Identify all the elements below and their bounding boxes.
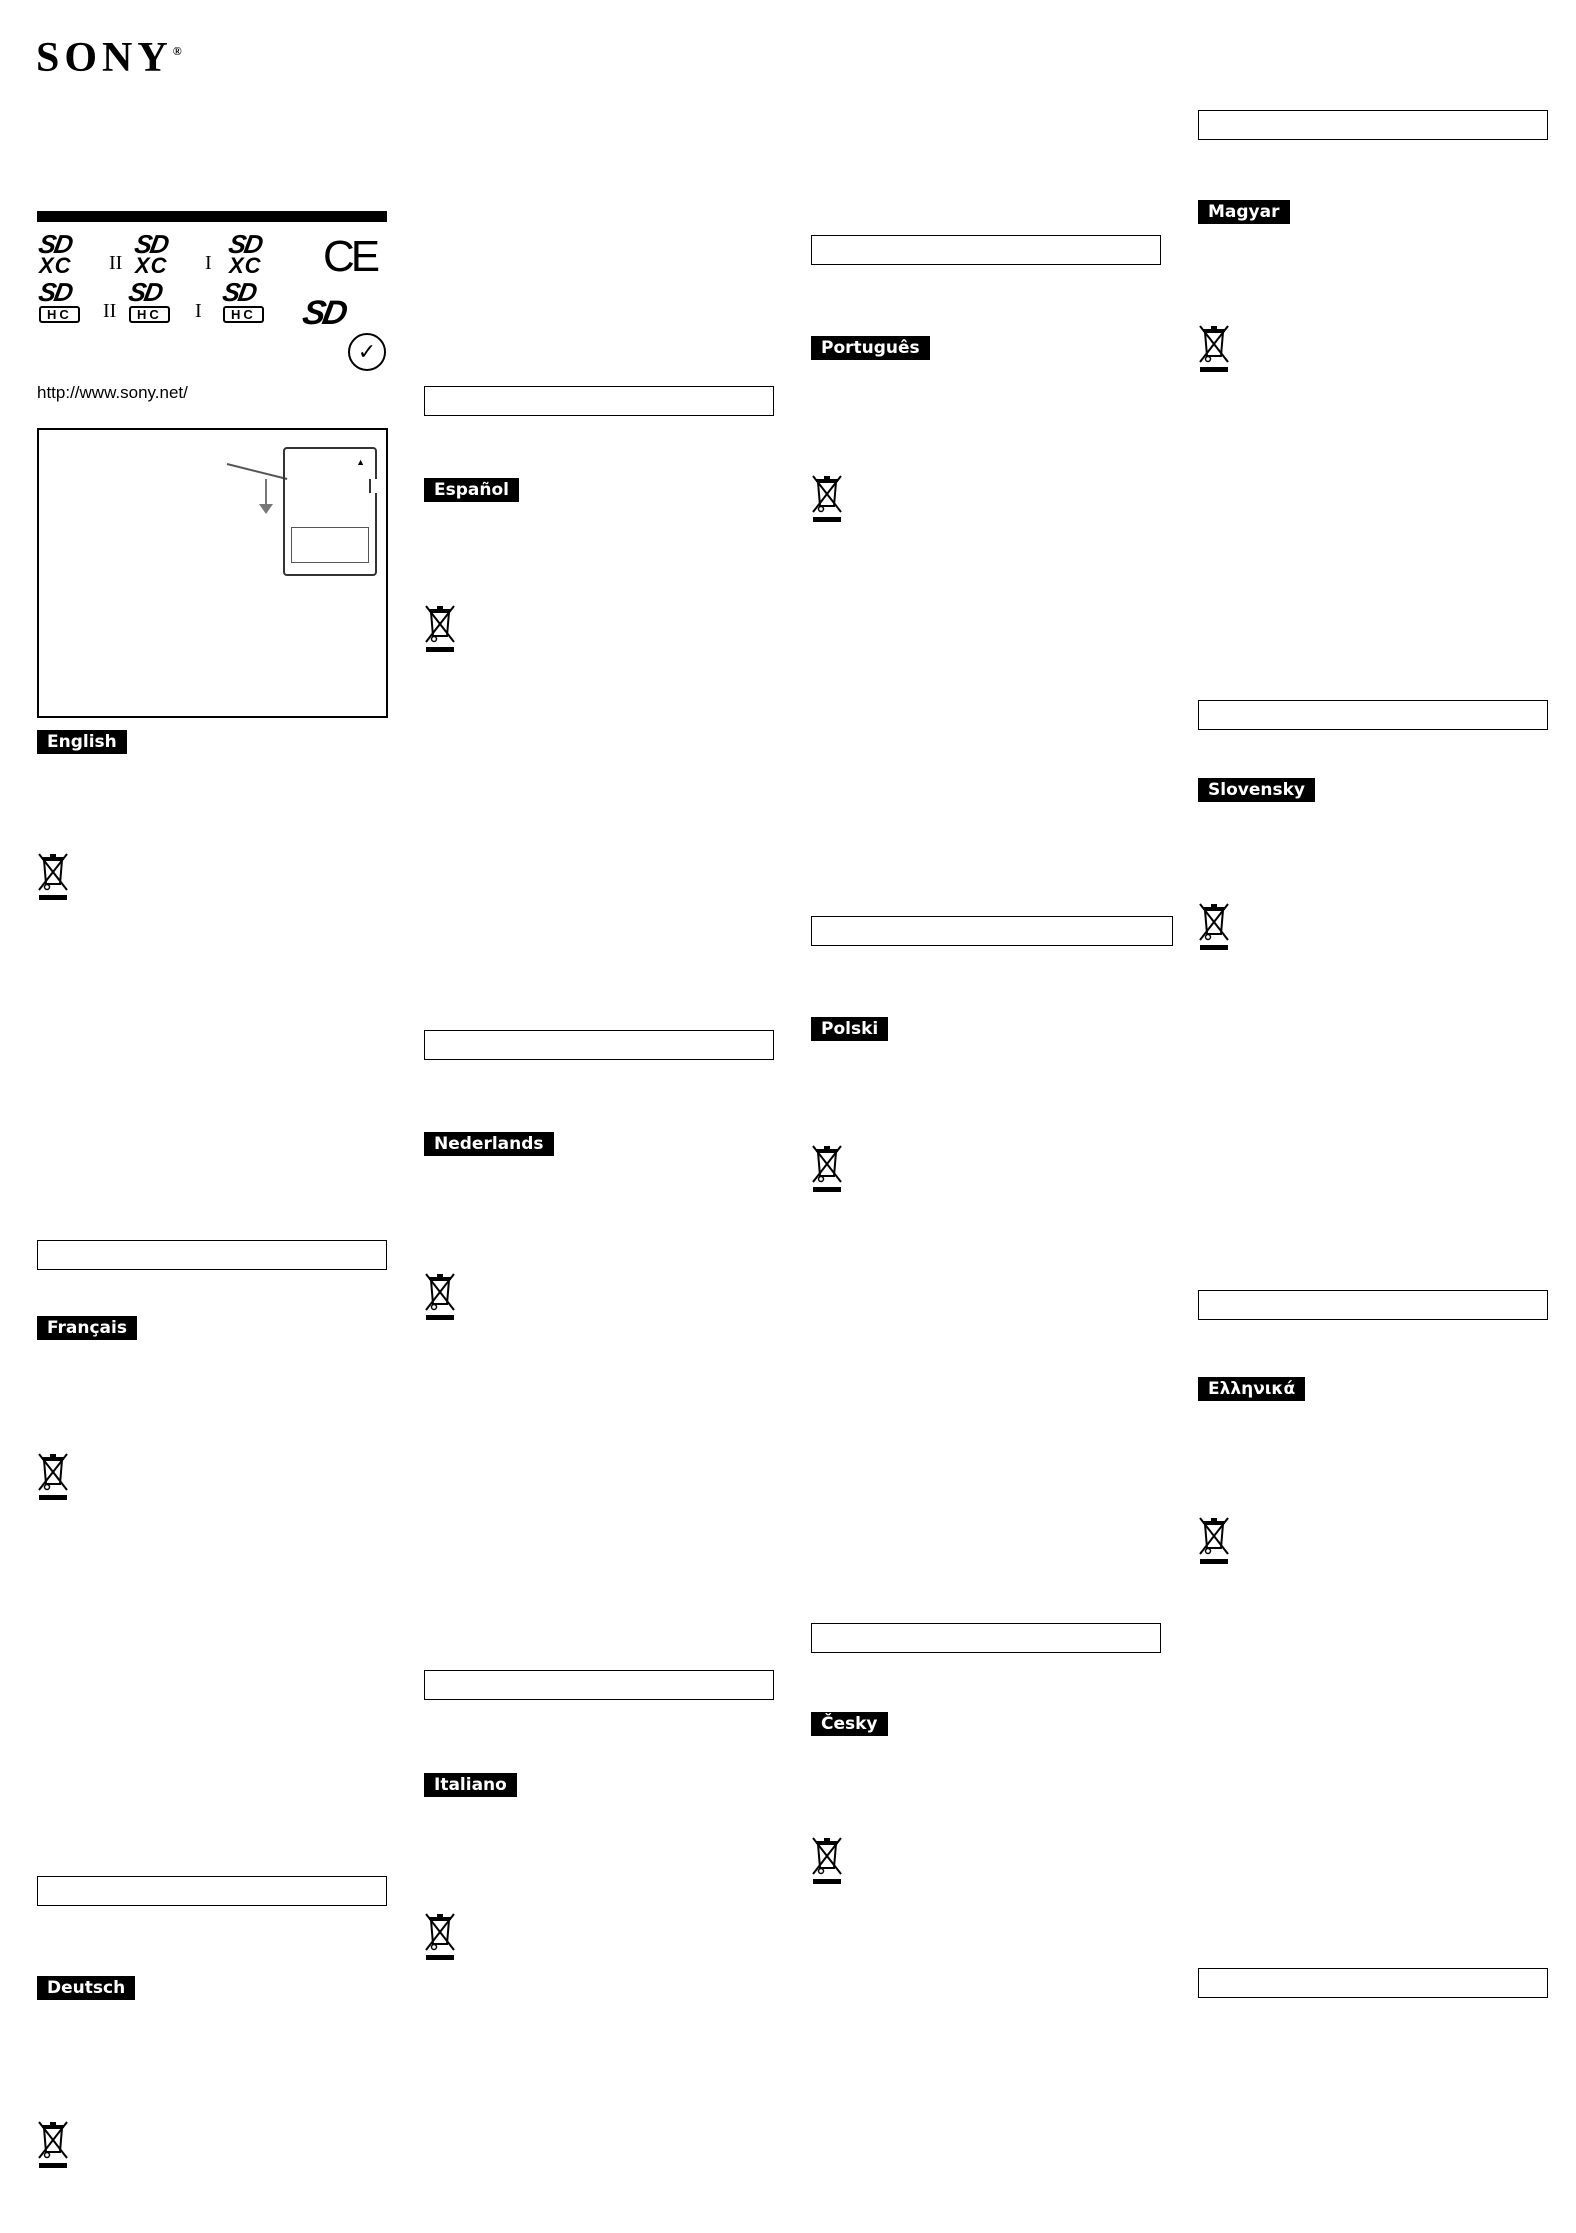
crossed-out-bin-icon xyxy=(1198,1516,1230,1566)
crossed-out-bin-icon xyxy=(424,1912,456,1962)
lang-heading-italiano: Italiano xyxy=(424,1773,517,1797)
lang-heading-ellinika: Ελληνικά xyxy=(1198,1377,1305,1401)
reference-box-7 xyxy=(811,916,1173,946)
arrow-down-icon xyxy=(259,504,273,514)
uhs-i-mark-1: I xyxy=(205,252,212,274)
sdxc-logo-2: SD XC xyxy=(132,229,170,278)
lang-heading-slovensky: Slovensky xyxy=(1198,778,1315,802)
reference-box-1 xyxy=(37,1240,387,1270)
uhs-i-mark-2: I xyxy=(195,300,202,322)
reference-box-4 xyxy=(424,1030,774,1060)
crossed-out-bin-icon xyxy=(1198,324,1230,374)
reference-box-3 xyxy=(424,386,774,416)
sony-url[interactable]: http://www.sony.net/ xyxy=(37,383,188,402)
sdxc-logo-3: SD XC xyxy=(226,229,264,278)
uhs-ii-mark-2: II xyxy=(103,300,117,322)
reference-box-10 xyxy=(1198,700,1548,730)
header-rule xyxy=(37,211,387,222)
crossed-out-bin-icon xyxy=(424,1272,456,1322)
lang-heading-magyar: Magyar xyxy=(1198,200,1290,224)
sd-logo: SD xyxy=(299,294,348,332)
sdhc-logo-1: SD HC xyxy=(39,280,80,324)
crossed-out-bin-icon xyxy=(811,474,843,524)
sdhc-logo-3: SD HC xyxy=(223,280,264,324)
crossed-out-bin-icon xyxy=(811,1144,843,1194)
crossed-out-bin-icon xyxy=(37,852,69,902)
card-label-area xyxy=(291,527,369,563)
crossed-out-bin-icon xyxy=(37,1452,69,1502)
lang-heading-portugues: Português xyxy=(811,336,930,360)
registered-mark: ® xyxy=(172,44,182,58)
sony-logo-text: SONY xyxy=(36,35,173,81)
sdhc-logo-2: SD HC xyxy=(129,280,170,324)
sony-logo xyxy=(36,34,182,82)
crossed-out-bin-icon xyxy=(37,2120,69,2170)
check-circle-icon: ✓ xyxy=(348,333,386,371)
reference-box-9 xyxy=(1198,110,1548,140)
reference-box-12 xyxy=(1198,1968,1548,1998)
crossed-out-bin-icon xyxy=(1198,902,1230,952)
reference-box-5 xyxy=(424,1670,774,1700)
reference-box-11 xyxy=(1198,1290,1548,1320)
lang-heading-cesky: Česky xyxy=(811,1712,888,1736)
lang-heading-deutsch: Deutsch xyxy=(37,1976,135,2000)
lang-heading-nederlands: Nederlands xyxy=(424,1132,554,1156)
uhs-ii-mark-1: II xyxy=(109,252,123,274)
sdxc-logo-1: SD XC xyxy=(36,229,74,278)
callout-line xyxy=(227,463,288,480)
reference-box-8 xyxy=(811,1623,1161,1653)
reference-box-6 xyxy=(811,235,1161,265)
card-notch xyxy=(369,479,377,493)
lang-heading-francais: Français xyxy=(37,1316,137,1340)
crossed-out-bin-icon xyxy=(424,604,456,654)
reference-box-2 xyxy=(37,1876,387,1906)
lock-arrow-shaft xyxy=(265,479,267,507)
lang-heading-polski: Polski xyxy=(811,1017,888,1041)
crossed-out-bin-icon xyxy=(811,1836,843,1886)
ce-mark: CE xyxy=(323,232,377,281)
lang-heading-english: English xyxy=(37,730,127,754)
lang-heading-espanol: Español xyxy=(424,478,519,502)
certification-logos xyxy=(36,229,387,372)
triangle-icon: ▲ xyxy=(356,457,365,467)
card-illustration-box xyxy=(37,428,388,718)
sd-card-illustration xyxy=(283,447,377,576)
